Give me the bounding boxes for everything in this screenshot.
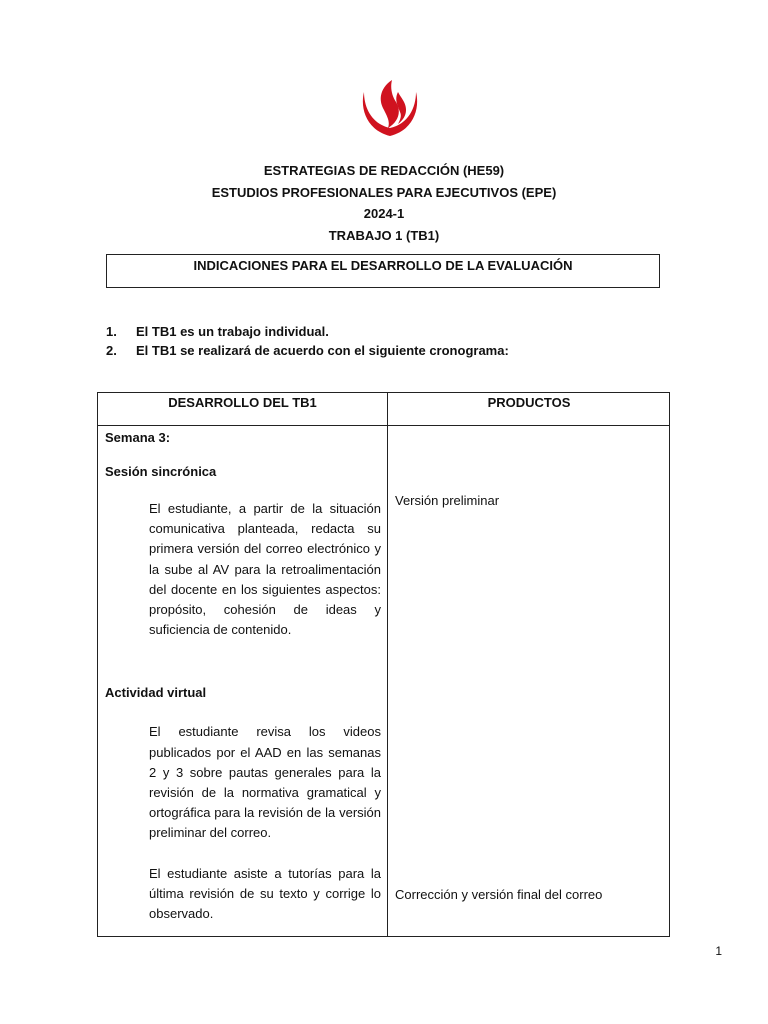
list-item — [106, 322, 509, 341]
assignment-title: TRABAJO 1 (TB1) — [328, 227, 440, 243]
table-header-divider — [98, 425, 669, 426]
schedule-table — [97, 392, 670, 937]
table-header-products: PRODUCTOS — [487, 395, 571, 410]
sync-session-label: Sesión sincrónica — [105, 464, 217, 479]
list-item — [129, 722, 381, 843]
bullet-icon — [129, 864, 149, 925]
product-preliminary: Versión preliminar — [395, 493, 500, 508]
list-number: 2. — [106, 343, 117, 358]
program-title: ESTUDIOS PROFESIONALES PARA EJECUTIVOS (EPE) — [211, 184, 557, 200]
page-number: 1 — [715, 944, 722, 958]
list-item — [106, 341, 509, 360]
week-label: Semana 3: — [105, 430, 171, 445]
bullet-text: El estudiante asiste a tutorías para la última revisión de su texto y corrige lo observado. — [149, 865, 381, 922]
instructions-heading-box: INDICACIONES PARA EL DESARROLLO DE LA EVALUACIÓN — [106, 254, 660, 288]
list-item — [129, 864, 381, 925]
bullet-text: El estudiante revisa los videos publicados por el AAD en las semanas 2 y 3 sobre pautas generales para la revisión de la normativa gramatical y ortográfica para la revisión de la versión preliminar del correo. — [149, 724, 381, 841]
list-text: El TB1 se realizará de acuerdo con el siguiente cronograma: — [136, 343, 509, 358]
instructions-list — [106, 322, 509, 360]
university-logo-icon — [358, 78, 422, 140]
list-text: El TB1 es un trabajo individual. — [136, 324, 329, 339]
bullet-icon — [129, 499, 149, 640]
bullet-icon — [129, 722, 149, 843]
document-header — [0, 160, 768, 246]
development-cell — [105, 429, 381, 924]
table-header-development: DESARROLLO DEL TB1 — [168, 395, 317, 410]
product-final: Corrección y versión final del correo — [395, 887, 603, 902]
virtual-activity-label: Actividad virtual — [105, 685, 207, 701]
bullet-text: El estudiante, a partir de la situación comunicativa planteada, redacta su primera versión del correo electrónico y la sube al AV para la retroalimentación del docente en los siguientes aspectos: propósito, cohesión de ideas y suficiencia de contenido. — [149, 501, 381, 638]
course-title: ESTRATEGIAS DE REDACCIÓN (HE59) — [263, 163, 505, 178]
term: 2024-1 — [363, 206, 405, 221]
list-item — [129, 499, 381, 640]
list-number: 1. — [106, 324, 117, 339]
table-column-divider — [387, 393, 388, 936]
